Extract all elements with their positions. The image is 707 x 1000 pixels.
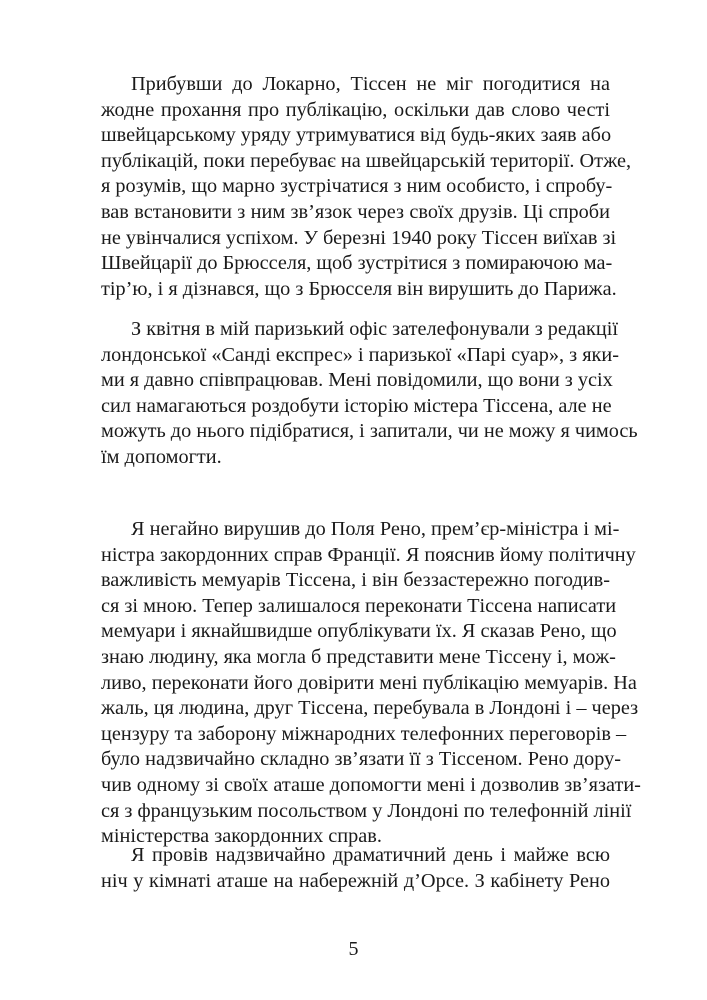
text-line: я розумів, що марно зустрічатися з ним особисто, і спробу- xyxy=(101,175,613,198)
paragraph-4 xyxy=(101,843,610,894)
text-line: ніч у кімнаті аташе на набережній д’Орсе. З кабінету Рено xyxy=(101,869,610,892)
text-line: тір’ю, і я дізнався, що з Брюсселя він вирушить до Парижа. xyxy=(101,277,617,300)
text-line: не увінчалися успіхом. У березні 1940 року Тіссен виїхав зі xyxy=(101,226,617,249)
paragraph-2 xyxy=(101,317,638,471)
paragraph-1 xyxy=(101,72,632,302)
text-line: жодне прохання про публікацію, оскільки дав слово честі xyxy=(101,98,610,121)
text-line: ми я давно співпрацював. Мені повідомили, що вони з усіх xyxy=(101,369,613,392)
text-line: ливо, переконати його довірити мені публікацію мемуарів. На xyxy=(101,671,637,694)
text-line: публікацій, поки перебуває на швейцарській території. Отже, xyxy=(101,149,632,172)
text-line: важливість мемуарів Тіссена, і він беззастережно погодив- xyxy=(101,569,610,592)
text-line: цензуру та заборону міжнародних телефонних переговорів – xyxy=(101,722,627,745)
text-line: вав встановити з ним зв’язок через своїх друзів. Ці спроби xyxy=(101,200,610,223)
text-line: сил намагаються роздобути історію містера Тіссена, але не xyxy=(101,394,612,417)
page-number: 5 xyxy=(348,938,359,960)
text-line: було надзвичайно складно зв’язати її з Тіссеном. Рено дору- xyxy=(101,748,622,771)
text-line: ся з французьким посольством у Лондоні по телефонній лінії xyxy=(101,799,632,822)
text-line: міністерства закордонних справ. xyxy=(101,825,382,848)
text-line: їм допомогти. xyxy=(101,445,222,468)
paragraph-3 xyxy=(101,517,641,850)
text-line: можуть до нього підібратися, і запитали, чи не можу я чимось xyxy=(101,420,638,443)
text-line: знаю людину, яка могла б представити мене Тіссену і, мож- xyxy=(101,645,616,668)
text-line: жаль, ця людина, друг Тіссена, перебувала в Лондоні і – через xyxy=(101,697,639,720)
text-line: ся зі мною. Тепер залишалося переконати Тіссена написати xyxy=(101,594,617,617)
text-line: ністра закордонних справ Франції. Я пояснив йому політичну xyxy=(101,543,636,566)
text-line: мемуари і якнайшвидше опублікувати їх. Я сказав Рено, що xyxy=(101,620,617,643)
text-line: Швейцарії до Брюсселя, щоб зустрітися з помираючою ма- xyxy=(101,252,613,275)
text-line: лондонської «Санді експрес» і паризької «Парі суар», з яки- xyxy=(101,343,619,366)
text-line: З квітня в мій паризький офіс зателефонували з редакції xyxy=(131,318,618,340)
text-line: Я провів надзвичайно драматичний день і майже всю xyxy=(131,844,610,866)
text-line: Прибувши до Локарно, Тіссен не міг погодитися на xyxy=(131,73,610,95)
text-line: швейцарському уряду утримуватися від будь-яких заяв або xyxy=(101,124,612,147)
text-line: Я негайно вирушив до Поля Рено, прем’єр-міністра і мі- xyxy=(131,518,620,540)
text-line: чив одному зі своїх аташе допомогти мені і дозволив зв’язати- xyxy=(101,773,641,796)
